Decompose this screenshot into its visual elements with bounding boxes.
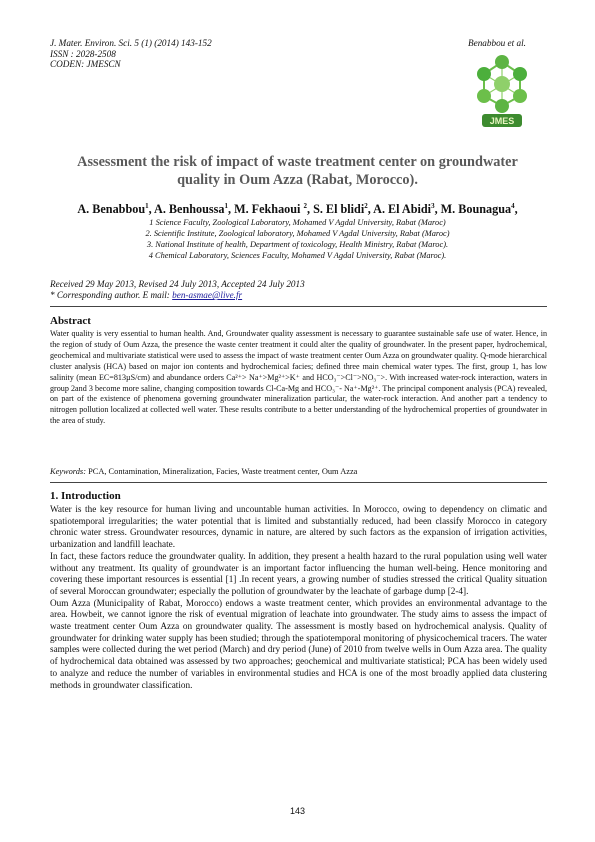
author-affiliation-mark: 1: [224, 202, 228, 210]
introduction-body: [50, 504, 547, 691]
issn: ISSN : 2028-2508: [50, 48, 116, 59]
coden: CODEN: JMESCN: [50, 59, 121, 69]
affiliation: 2. Scientific Institute, Zoological laboratory, Mohamed V Agdal University, Rabat (Maroc): [145, 229, 450, 238]
paragraph: In fact, these factors reduce the groundwater quality. In addition, they present a health hazard to the rural population using well water without any treatment. Its quality of groundwater is an important factor influencing the human well-being. Hence monitoring and covering these important resources is essential [1] .In recent years, a growing number of studies stressed the critical Quality situation of several Moroccan groundwater; especially the pollution of groundwater by the leachate of garbage dump [2-4].: [50, 550, 547, 596]
keywords: [50, 467, 547, 476]
page-number: 143: [289, 806, 306, 816]
email-link[interactable]: ben-asmae@live.fr: [172, 290, 243, 301]
divider: [50, 482, 547, 483]
journal-header: [50, 38, 212, 70]
received-dates: Received 29 May 2013, Revised 24 July 2013, Accepted 24 July 2013: [50, 279, 305, 289]
author-name: A. Benabbou: [77, 202, 146, 217]
abstract-body: [50, 329, 547, 427]
abstract-text: Water quality is very essential to human health. And, Groundwater quality assessment is necessary to guarantee sustainable safe use of water. Hence, in the region of study of Oum Azza, the presence the waste center treatment it could alter the quality of groundwater. In the present paper, hydrochemical, geochemical and multivariate statistical were used to assess the impact of waste treatment center Oum Azza on groundwater quality. Q-mode hierarchical cluster analysis (HCA) based on major ion contents and hydrochemical facies; defined three main chemical water types. The first, group 1, has low salinity (mean EC=813µS/cm) and abundance orders Ca²⁺> Na⁺>Mg²⁺>K⁺ and HCO₃⁻>Cl⁻>NO₃⁻>. With increased water-rock interaction, waters in group 2and 3 become more saline, changing composition towards Cl-Ca-Mg and HCO₃⁻- Na⁺-Mg²⁺. The principal component analysis (PCA) revealed, on part of the existence of phenomena governing groundwater mineralization particular, the water-rock interaction. And another part a tendency to nitrogen pollution localized at collected well water. These results contribute to a better understanding of the hydrochemical properties of groundwater in the area of study.: [50, 329, 547, 426]
author-affiliation-mark: 1: [145, 202, 149, 210]
journal-citation: J. Mater. Environ. Sci. 5 (1) (2014) 143-152: [50, 38, 212, 48]
abstract-heading: Abstract: [50, 315, 91, 327]
running-author: Benabbou et al.: [468, 38, 526, 48]
author-name: A. Benhoussa: [154, 202, 225, 217]
author-name: A. El Abidi: [373, 202, 432, 217]
keywords-label: Keywords:: [50, 467, 86, 476]
author-name: M. Fekhaoui: [234, 202, 304, 217]
title-line-1: Assessment the risk of impact of waste treatment center on groundwater: [77, 154, 518, 170]
author-separator: ,: [514, 202, 518, 217]
author-affiliation-mark: 4: [511, 202, 515, 210]
affiliation: 1 Science Faculty, Zoological Laboratory, Mohamed V Agdal University, Rabat (Maroc): [149, 218, 446, 227]
title-line-2: quality in Oum Azza (Rabat, Morocco).: [177, 172, 418, 188]
author-separator: ,: [227, 202, 235, 217]
author-separator: ,: [434, 202, 441, 217]
article-history: [50, 279, 305, 301]
divider: [50, 306, 547, 307]
author-affiliation-mark: 2: [303, 202, 307, 210]
introduction-heading: 1. Introduction: [50, 490, 121, 502]
jmes-logo: [462, 52, 542, 132]
paragraph: Water is the key resource for human living and uncountable human activities. In Morocco, owing to dependency on climatic and spatiotemporal irregularities; the water potential that is limited and substantially reduced, had been classify Morocco in category chronic water stress. Groundwater resources, dynamic in nature, are altered by such factors as the expansion of irrigation activities, urbanization and landfill leachate.: [50, 504, 547, 550]
corresponding-label: * Corresponding author. E mail:: [50, 290, 173, 301]
author-name: M. Bounagua: [440, 202, 512, 217]
author-affiliation-mark: 3: [431, 202, 435, 210]
paper-title: [40, 153, 555, 189]
logo-text: JMES: [489, 116, 515, 126]
affiliation: 3. National Institute of health, Department of toxicology, Health Ministry, Rabat (Maroc).: [146, 240, 449, 249]
affiliation: 4 Chemical Laboratory, Sciences Faculty, Mohamed V Agdal University, Rabat (Maroc).: [148, 251, 447, 260]
author-separator: ,: [367, 202, 374, 217]
keywords-text: PCA, Contamination, Mineralization, Facies, Waste treatment center, Oum Azza: [85, 467, 358, 476]
corresponding-author: [50, 290, 305, 301]
author-affiliation-mark: 2: [364, 202, 368, 210]
author-separator: ,: [148, 202, 155, 217]
author-name: S. El blidi: [313, 202, 365, 217]
author-separator: ,: [306, 202, 314, 217]
author-list: [30, 202, 565, 217]
molecule-icon: [477, 55, 527, 113]
paragraph: Oum Azza (Municipality of Rabat, Morocco) endows a waste treatment center, which provides an environmental advantage to the area. Howbeit, we cannot ignore the risk of eventual migration of leachate into groundwater. The study aims to assess the impact of waste treatment center Oum Azza on groundwater quality. The assessment is mostly based on hydrochemical analysis. Quality of groundwater for drinking water supply has been studied; through the spatiotemporal monitoring of physicochemical tracers. The water samples were collected during the wet period (March) and dry period (June) of 2010 from twelve wells in Oum Azza area. The quality of hydrochemical data obtained was assessed by two approaches; geochemical and multivariate statistical; PCA has been widely used to analyze and reduce the number of variables in environmental studies and HCA is one of the most broadly applied data clustering methods in groundwater classification.: [50, 597, 547, 690]
